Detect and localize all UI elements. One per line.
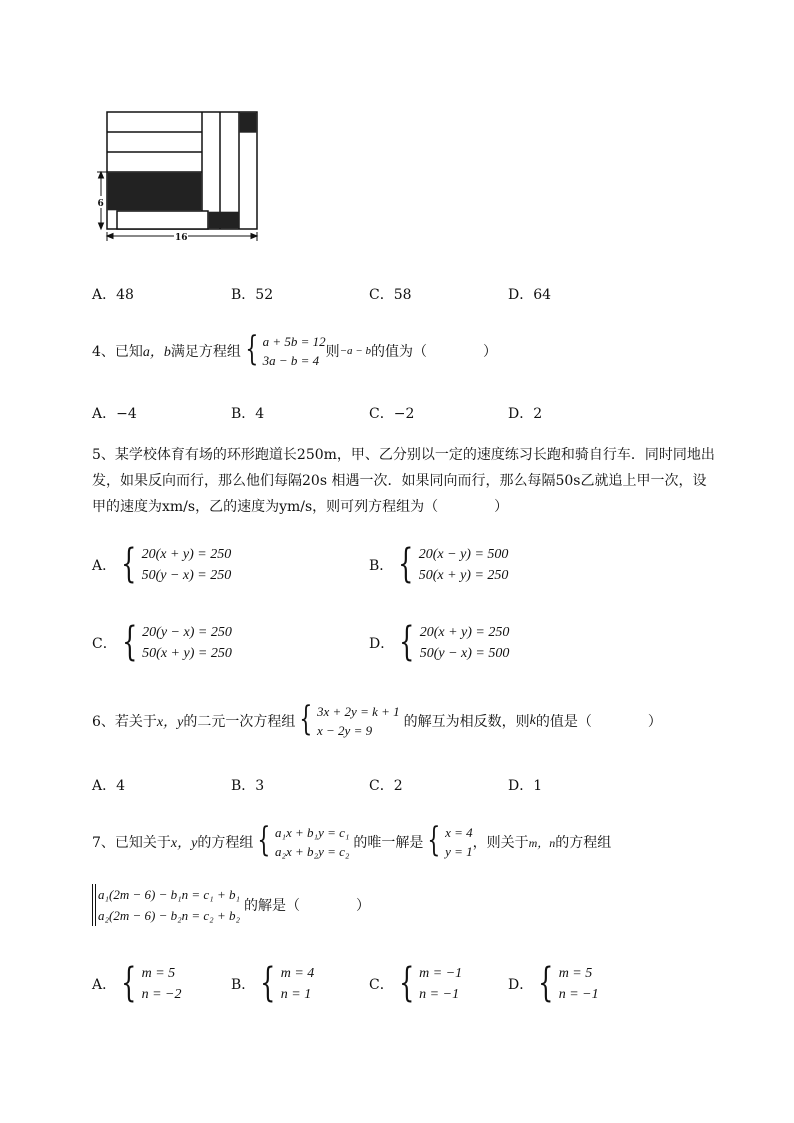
q7-option-d[interactable]: D． { m = 5 n = −1 [508,960,599,1006]
question-6-stem: 6、若关于 x，y 的二元一次方程组 { 3x + 2y = k + 1 x − 2y = 9 的解互为相反数，则 k 的值是（ ） [92,699,662,739]
q4-option-d[interactable]: D．2 [508,406,543,422]
q4-option-b[interactable]: B．4 [231,406,265,422]
question-4-stem: 4、已知 a，b 满足方程组 { a + 5b = 12 3a − b = 4 则 −a − b 的值为（ ） [92,329,497,369]
q4-equation-system: { a + 5b = 12 3a − b = 4 [245,329,326,369]
height-label: 6 [97,199,104,209]
question-7-stem: 7、已知关于 x，y 的方程组 { a₁x + b₁y = c₁ a₂x + b₂y = c₂ 的唯一解是 { x = 4 y = 1 ，则关于 m，n 的方程组 [92,820,612,860]
shaded-region-bottom-middle [209,212,240,229]
q6-option-b[interactable]: B．3 [231,778,265,794]
q5-option-a[interactable]: A． { 20(x + y) = 250 50(y − x) = 250 [92,541,232,587]
q5-option-d[interactable]: D． { 20(x + y) = 250 50(y − x) = 500 [369,619,510,665]
q5-option-b[interactable]: B． { 20(x − y) = 500 50(x + y) = 250 [369,541,509,587]
q7-option-b[interactable]: B． { m = 4 n = 1 [231,960,315,1006]
rectangle-tiling-figure [95,108,265,243]
width-label: 16 [175,233,188,243]
q6-option-a[interactable]: A．4 [92,778,126,794]
q7-second-system-bracket: a₁(2m − 6) − b₁n = c₁ + b₁ a₂(2m − 6) − b₂n = c₂ + b₂ [92,884,240,926]
question-7-second-system: a₁(2m − 6) − b₁n = c₁ + b₁ a₂(2m − 6) − b₂n = c₂ + b₂ 的解是（ ） [92,884,370,926]
question-5-line-3: 甲的速度为xm/s，乙的速度为ym/s，则可列方程组为（ ） [92,499,509,515]
q5-option-c[interactable]: C． { 20(y − x) = 250 50(x + y) = 250 [92,619,232,665]
shaded-region-left [108,173,202,211]
q4-option-a[interactable]: A．−4 [92,406,137,422]
q6-option-d[interactable]: D．1 [508,778,543,794]
q7-unique-solution: { x = 4 y = 1 [427,820,473,860]
q3-option-a[interactable]: A．48 [92,287,134,303]
shaded-region-top-right [240,113,257,133]
q3-option-b[interactable]: B．52 [231,287,274,303]
q7-option-a[interactable]: A． { m = 5 n = −2 [92,960,182,1006]
q4-option-c[interactable]: C．−2 [369,406,415,422]
q6-option-c[interactable]: C．2 [369,778,403,794]
q7-equation-system: { a₁x + b₁y = c₁ a₂x + b₂y = c₂ [257,820,350,860]
q3-option-c[interactable]: C．58 [369,287,412,303]
q7-option-c[interactable]: C． { m = −1 n = −1 [369,960,463,1006]
question-5-line-1: 5、某学校体育有场的环形跑道长250m，甲、乙分别以一定的速度练习长跑和骑自行车．同时同地出 [92,447,715,463]
q6-equation-system: { 3x + 2y = k + 1 x − 2y = 9 [299,699,400,739]
q3-option-d[interactable]: D．64 [508,287,552,303]
question-5-line-2: 发，如果反向而行，那么他们每隔20s 相遇一次．如果同向而行，那么每隔50s乙就追上甲一次，设 [92,473,707,489]
